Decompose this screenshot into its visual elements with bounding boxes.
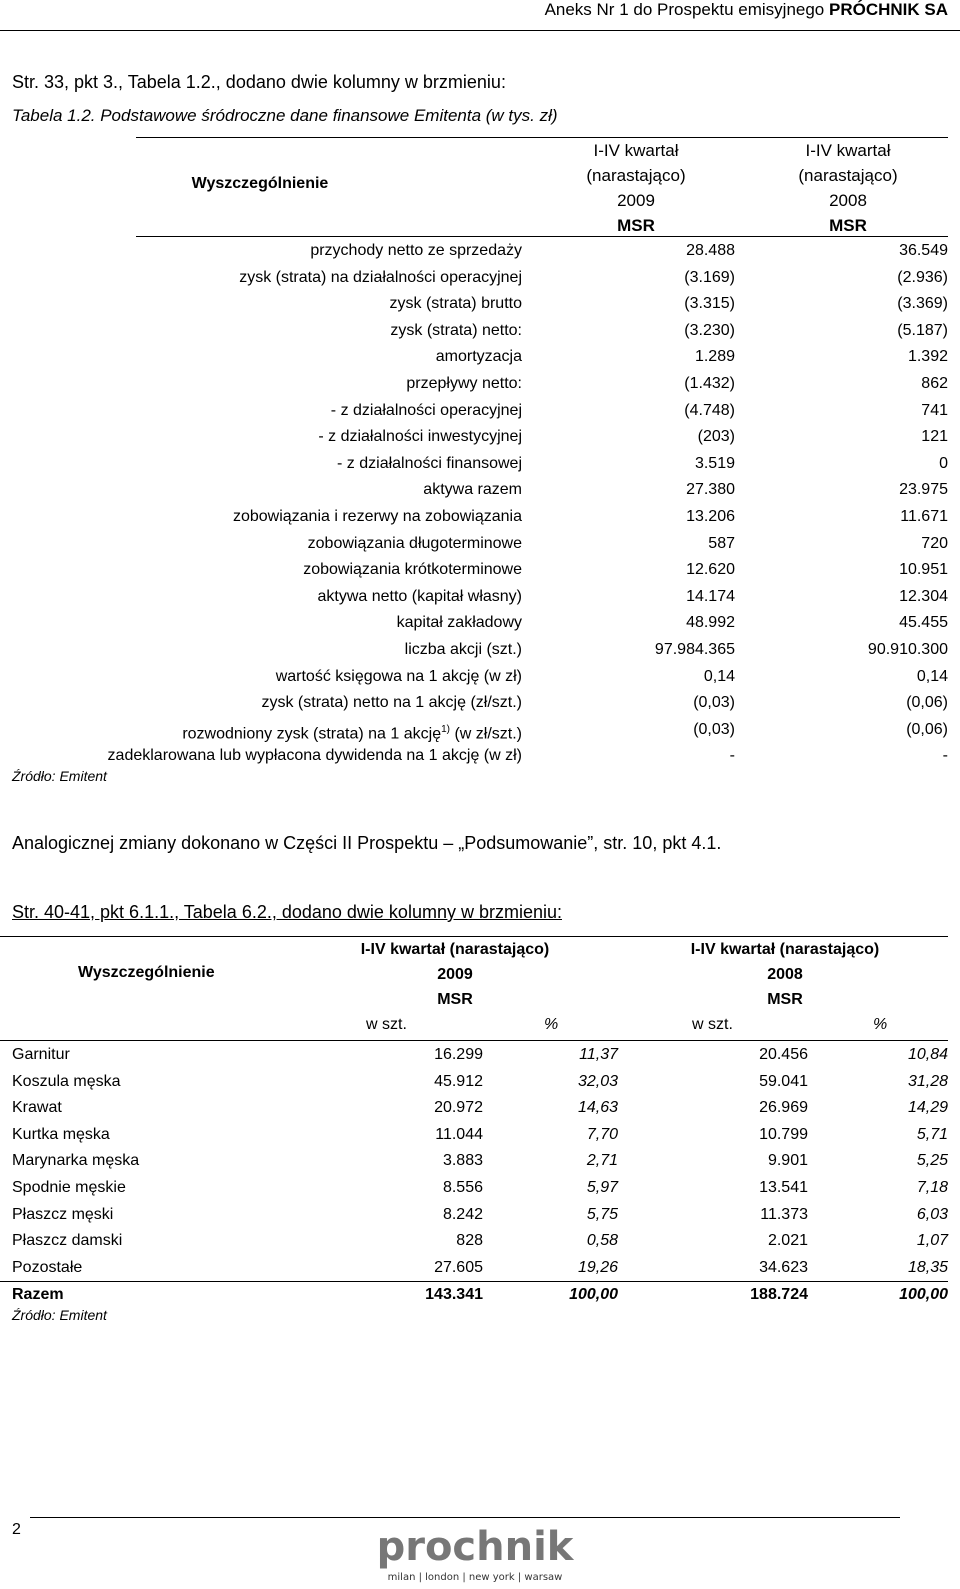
table1-value-2008: 862 xyxy=(921,375,948,392)
table1-value-2009: (3.230) xyxy=(684,322,735,339)
table2-row-name: Pozostałe xyxy=(12,1259,83,1276)
table2-pct-2008: 1,07 xyxy=(916,1232,948,1249)
table1-value-2009: (203) xyxy=(697,428,735,445)
table1-row-label: zysk (strata) netto: xyxy=(390,322,522,339)
table2-szt-2009: 8.556 xyxy=(442,1179,483,1196)
table1-value-2008: 45.455 xyxy=(899,614,948,631)
header-divider xyxy=(0,30,960,31)
table1-value-2008: 36.549 xyxy=(899,242,948,259)
table2-total-pct2008: 100,00 xyxy=(899,1286,948,1303)
table1-value-2009: 3.519 xyxy=(694,455,735,472)
table1-row-label: zadeklarowana lub wypłacona dywidenda na 1 akcję (w zł) xyxy=(107,747,522,764)
table1-value-2009: (3.315) xyxy=(684,295,735,312)
logo-wordmark: prochnik xyxy=(376,1524,574,1570)
table1-value-2009: 27.380 xyxy=(686,481,735,498)
table2-szt-2009: 45.912 xyxy=(434,1073,483,1090)
table2-szt-2009: 16.299 xyxy=(434,1046,483,1063)
table1-row-label: zobowiązania i rezerwy na zobowiązania xyxy=(232,508,522,525)
table1-value-2008: 121 xyxy=(921,428,948,445)
table2-szt-2009: 20.972 xyxy=(434,1099,483,1116)
table1-value-2009: - xyxy=(729,747,735,764)
table2-sub-szt-2008: w szt. xyxy=(692,1016,733,1033)
table2-pct-2009: 5,97 xyxy=(586,1179,618,1196)
prochnik-logo-graphic xyxy=(370,1518,580,1584)
table2-pct-2009: 11,37 xyxy=(579,1046,618,1063)
table1-value-2008: (2.936) xyxy=(897,269,948,286)
table2-szt-2008: 10.799 xyxy=(759,1126,808,1143)
table1-value-2008: 741 xyxy=(921,402,948,419)
table1-row-label: przychody netto ze sprzedaży xyxy=(310,242,522,259)
table1-value-2008: 0 xyxy=(939,455,948,472)
table1-header-description: Wyszczególnienie xyxy=(191,175,329,192)
table1-row-label: amortyzacja xyxy=(435,348,522,365)
table2-szt-2009: 3.883 xyxy=(442,1152,483,1169)
table1-value-2009: 587 xyxy=(708,535,735,552)
table1-row-label: wartość księgowa na 1 akcję (w zł) xyxy=(275,668,522,685)
table1-value-2009: 14.174 xyxy=(686,588,735,605)
table1-row-label: zysk (strata) na działalności operacyjnej xyxy=(239,269,522,286)
table2-pct-2009: 32,03 xyxy=(577,1073,618,1090)
table1-row-label: zobowiązania krótkoterminowe xyxy=(303,561,522,578)
table1-value-2008: 23.975 xyxy=(899,481,948,498)
table2-row-name: Krawat xyxy=(12,1099,62,1116)
table2-row-name: Koszula męska xyxy=(12,1073,121,1090)
table2-total-pct2009: 100,00 xyxy=(569,1286,618,1303)
prochnik-logo xyxy=(370,1518,580,1584)
table2-pct-2009: 7,70 xyxy=(586,1126,618,1143)
table2-source: Źródło: Emitent xyxy=(12,1307,107,1323)
table2-row-name: Płaszcz damski xyxy=(12,1232,123,1249)
table2-pct-2008: 10,84 xyxy=(907,1046,948,1063)
table1-value-2009: 97.984.365 xyxy=(654,641,735,658)
table2-szt-2009: 27.605 xyxy=(434,1259,483,1276)
table2-pct-2009: 5,75 xyxy=(586,1206,618,1223)
table1-value-2009: (1.432) xyxy=(684,375,735,392)
table2-szt-2008: 13.541 xyxy=(759,1179,808,1196)
table2-szt-2009: 828 xyxy=(456,1232,483,1249)
table2-total-szt2008: 188.724 xyxy=(750,1286,808,1303)
table1-value-2008: 90.910.300 xyxy=(867,641,948,658)
table1-header-2008: I-IV kwartał (narastająco) 2008 MSR xyxy=(798,141,898,235)
table1-row-label: aktywa razem xyxy=(423,481,522,498)
table1-value-2008: 12.304 xyxy=(899,588,948,605)
table1-value-2008: 10.951 xyxy=(899,561,948,578)
table2-sub-pct-2009: % xyxy=(544,1016,559,1033)
table1-value-2009: (0,03) xyxy=(693,694,735,711)
table1-value-2008: (0,06) xyxy=(906,694,948,711)
table2-row-name: Spodnie męskie xyxy=(12,1179,126,1196)
table2-header-description: Wyszczególnienie xyxy=(78,964,215,981)
table2-pct-2008: 5,71 xyxy=(916,1126,948,1143)
table2-szt-2009: 8.242 xyxy=(442,1206,483,1223)
table1-value-2008: (3.369) xyxy=(897,295,948,312)
table1-row-label: zysk (strata) netto na 1 akcję (zł/szt.) xyxy=(261,694,522,711)
table2-total-szt2009: 143.341 xyxy=(425,1286,483,1303)
table2-szt-2009: 11.044 xyxy=(435,1126,483,1143)
table2-pct-2008: 31,28 xyxy=(907,1073,948,1090)
table1-row-label: aktywa netto (kapitał własny) xyxy=(317,588,522,605)
table2-pct-2008: 14,29 xyxy=(907,1099,948,1116)
table1-value-2009: 13.206 xyxy=(686,508,735,525)
table2-szt-2008: 11.373 xyxy=(760,1206,808,1223)
table2-pct-2009: 19,26 xyxy=(577,1259,618,1276)
table2-szt-2008: 2.021 xyxy=(767,1232,808,1249)
table2-sub-szt-2009: w szt. xyxy=(366,1016,407,1033)
table1-row-label: - z działalności inwestycyjnej xyxy=(318,428,522,445)
table2-pct-2008: 6,03 xyxy=(916,1206,948,1223)
table2-szt-2008: 26.969 xyxy=(759,1099,808,1116)
table1-row-label: - z działalności operacyjnej xyxy=(330,402,522,419)
table1-row-label: kapitał zakładowy xyxy=(396,614,522,631)
table2-pct-2008: 7,18 xyxy=(916,1179,948,1196)
table2-szt-2008: 59.041 xyxy=(759,1073,808,1090)
table2-top-rule xyxy=(0,936,948,937)
table2-pct-2009: 2,71 xyxy=(586,1152,618,1169)
paragraph-podsumowanie: Analogicznej zmiany dokonano w Części II Prospektu – „Podsumowanie”, str. 10, pkt 4.1. xyxy=(12,833,722,853)
table1-value-2008: (5.187) xyxy=(897,322,948,339)
table1-value-2008: - xyxy=(942,747,948,764)
table1-source: Źródło: Emitent xyxy=(12,768,107,784)
logo-tagline: milan | london | new york | warsaw xyxy=(387,1572,563,1583)
table2-row-name: Płaszcz męski xyxy=(12,1206,114,1223)
footnote-marker: 1) xyxy=(441,724,450,735)
table1-row-label: zysk (strata) brutto xyxy=(389,295,522,312)
table1-value-2009: 0,14 xyxy=(703,668,735,685)
table1-value-2009: 12.620 xyxy=(686,561,735,578)
table1-value-2009: 1.289 xyxy=(694,348,735,365)
table2-szt-2008: 20.456 xyxy=(759,1046,808,1063)
table1-caption: Tabela 1.2. Podstawowe śródroczne dane finansowe Emitenta (w tys. zł) xyxy=(12,106,558,125)
table1-value-2008: 720 xyxy=(921,535,948,552)
table1-value-2009: (0,03) xyxy=(693,721,735,738)
table1-value-2008: 0,14 xyxy=(916,668,948,685)
table2-header-2009: I-IV kwartał (narastająco) 2009 MSR xyxy=(360,941,550,1008)
table2-row-name: Kurtka męska xyxy=(12,1126,110,1143)
section1-intro: Str. 33, pkt 3., Tabela 1.2., dodano dwie kolumny w brzmieniu: xyxy=(12,72,506,92)
table1-top-rule xyxy=(136,137,948,138)
table2-header-2008: I-IV kwartał (narastająco) 2008 MSR xyxy=(690,941,880,1008)
table2-row-name: Marynarka męska xyxy=(12,1152,140,1169)
table2-pct-2009: 0,58 xyxy=(586,1232,618,1249)
table1-value-2008: 1.392 xyxy=(907,348,948,365)
table1-value-2008: (0,06) xyxy=(906,721,948,738)
table1-value-2009: (4.748) xyxy=(684,402,735,419)
table2-szt-2008: 34.623 xyxy=(759,1259,808,1276)
table2-row-name: Garnitur xyxy=(12,1046,70,1063)
table2-total-label: Razem xyxy=(12,1286,64,1303)
brand-name: PRÓCHNIK SA xyxy=(828,0,948,19)
section2-intro: Str. 40-41, pkt 6.1.1., Tabela 6.2., dodano dwie kolumny w brzmieniu: xyxy=(12,902,562,922)
table1-row-label: zobowiązania długoterminowe xyxy=(307,535,522,552)
table1-value-2008: 11.671 xyxy=(900,508,948,525)
table1-value-2009: 28.488 xyxy=(686,242,735,259)
table2-sub-pct-2008: % xyxy=(873,1016,888,1033)
table1-row-label: rozwodniony zysk (strata) na 1 akcję$^{1)}$ (w zł/szt.) xyxy=(182,724,522,743)
table2-szt-2008: 9.901 xyxy=(767,1152,808,1169)
document-header-title: Aneks Nr 1 do Prospektu emisyjnego PRÓCHNIK SA xyxy=(544,0,948,19)
table2-pct-2008: 5,25 xyxy=(916,1152,948,1169)
page-number: 2 xyxy=(12,1521,21,1538)
table2-pct-2008: 18,35 xyxy=(907,1259,948,1276)
table2-pct-2009: 14,63 xyxy=(577,1099,618,1116)
table1-value-2009: (3.169) xyxy=(684,269,735,286)
table1-row-label: - z działalności finansowej xyxy=(337,455,522,472)
table1-header-2009: I-IV kwartał (narastająco) 2009 MSR xyxy=(586,141,686,235)
table1-row-label: przepływy netto: xyxy=(406,375,522,392)
table1-row-label: liczba akcji (szt.) xyxy=(404,641,522,658)
table1-value-2009: 48.992 xyxy=(686,614,735,631)
